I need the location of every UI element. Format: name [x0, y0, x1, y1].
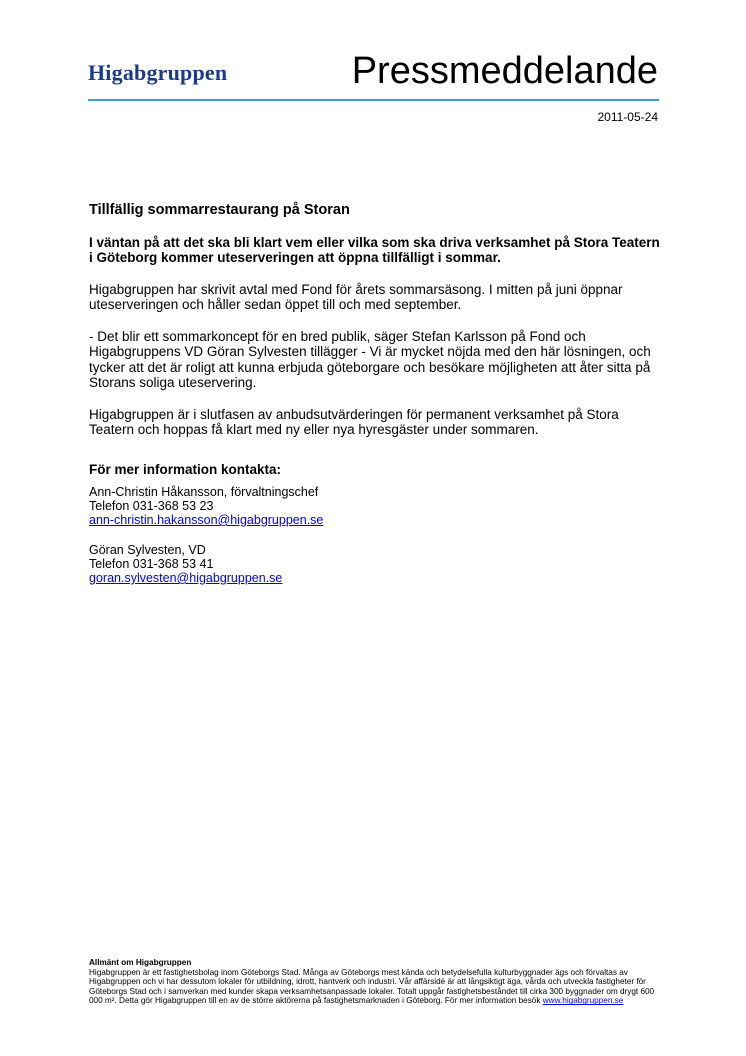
- article-paragraph: Higabgruppen har skrivit avtal med Fond för årets sommarsäsong. I mitten på juni öppnar uteserveringen och håller sedan öppet till och med september.: [89, 281, 623, 312]
- contact-phone: Telefon 031-368 53 41: [89, 557, 214, 571]
- article-body: [89, 203, 661, 601]
- contact-email-link[interactable]: goran.sylvesten@higabgruppen.se: [89, 571, 283, 585]
- article-title: Tillfällig sommarrestaurang på Storan: [89, 202, 350, 218]
- footer-text: Higabgruppen är ett fastighetsbolag inom Göteborgs Stad. Många av Göteborgs mest kända och betydelsefulla kulturbyggnader ägs och förvaltas av Higabgruppen och vi har dessutom lokaler för utbildning, idrott, hantverk och industri. Vår affärsidé är att långsiktigt äga, vårda och utveckla fastigheter för Göteborgs Stad och i samverkan med kunder skapa verksamhetsanpassade lokaler. Totalt uppgår fastighetsbeståndet till cirka 300 byggnader om drygt 600 000 m². Detta gör Higabgruppen till en av de större aktörerna på fastighetsmarknaden i Göteborg. För mer information besök: [89, 967, 655, 1006]
- contact-name-role: Ann-Christin Håkansson, förvaltningschef: [89, 485, 319, 499]
- footer-heading: Allmänt om Higabgruppen: [89, 958, 192, 967]
- article-paragraph: Higabgruppen är i slutfasen av anbudsutvärderingen för permanent verksamhet på Stora Teatern och hoppas få klart med ny eller nya hyresgäster under sommaren.: [89, 406, 619, 437]
- company-about-footer: [89, 958, 664, 1006]
- contact-block: [89, 543, 661, 585]
- contacts-heading: För mer information kontakta:: [89, 461, 282, 477]
- contact-email-link[interactable]: ann-christin.hakansson@higabgruppen.se: [89, 513, 324, 527]
- contact-name-role: Göran Sylvesten, VD: [89, 543, 206, 557]
- footer-website-link[interactable]: www.higabgruppen.se: [542, 996, 624, 1006]
- contact-phone: Telefon 031-368 53 23: [89, 499, 214, 513]
- header-divider: [88, 99, 659, 101]
- contact-block: [89, 485, 661, 527]
- article-lead: I väntan på att det ska bli klart vem eller vilka som ska driva verksamhet på Stora Teatern i Göteborg kommer uteserveringen att öppna tillfälligt i sommar.: [89, 234, 660, 265]
- company-logo: Higabgruppen: [88, 60, 228, 85]
- document-type-heading: Pressmeddelande: [351, 50, 658, 92]
- publication-date: 2011-05-24: [597, 110, 658, 124]
- article-paragraph: - Det blir ett sommarkoncept för en bred publik, säger Stefan Karlsson på Fond och Higabgruppens VD Göran Sylvesten tillägger - Vi är mycket nöjda med den här lösningen, och tycker att det är roligt att kunna erbjuda göteborgare och besökare möjligheten att åter sitta på Storans soliga uteservering.: [89, 328, 651, 390]
